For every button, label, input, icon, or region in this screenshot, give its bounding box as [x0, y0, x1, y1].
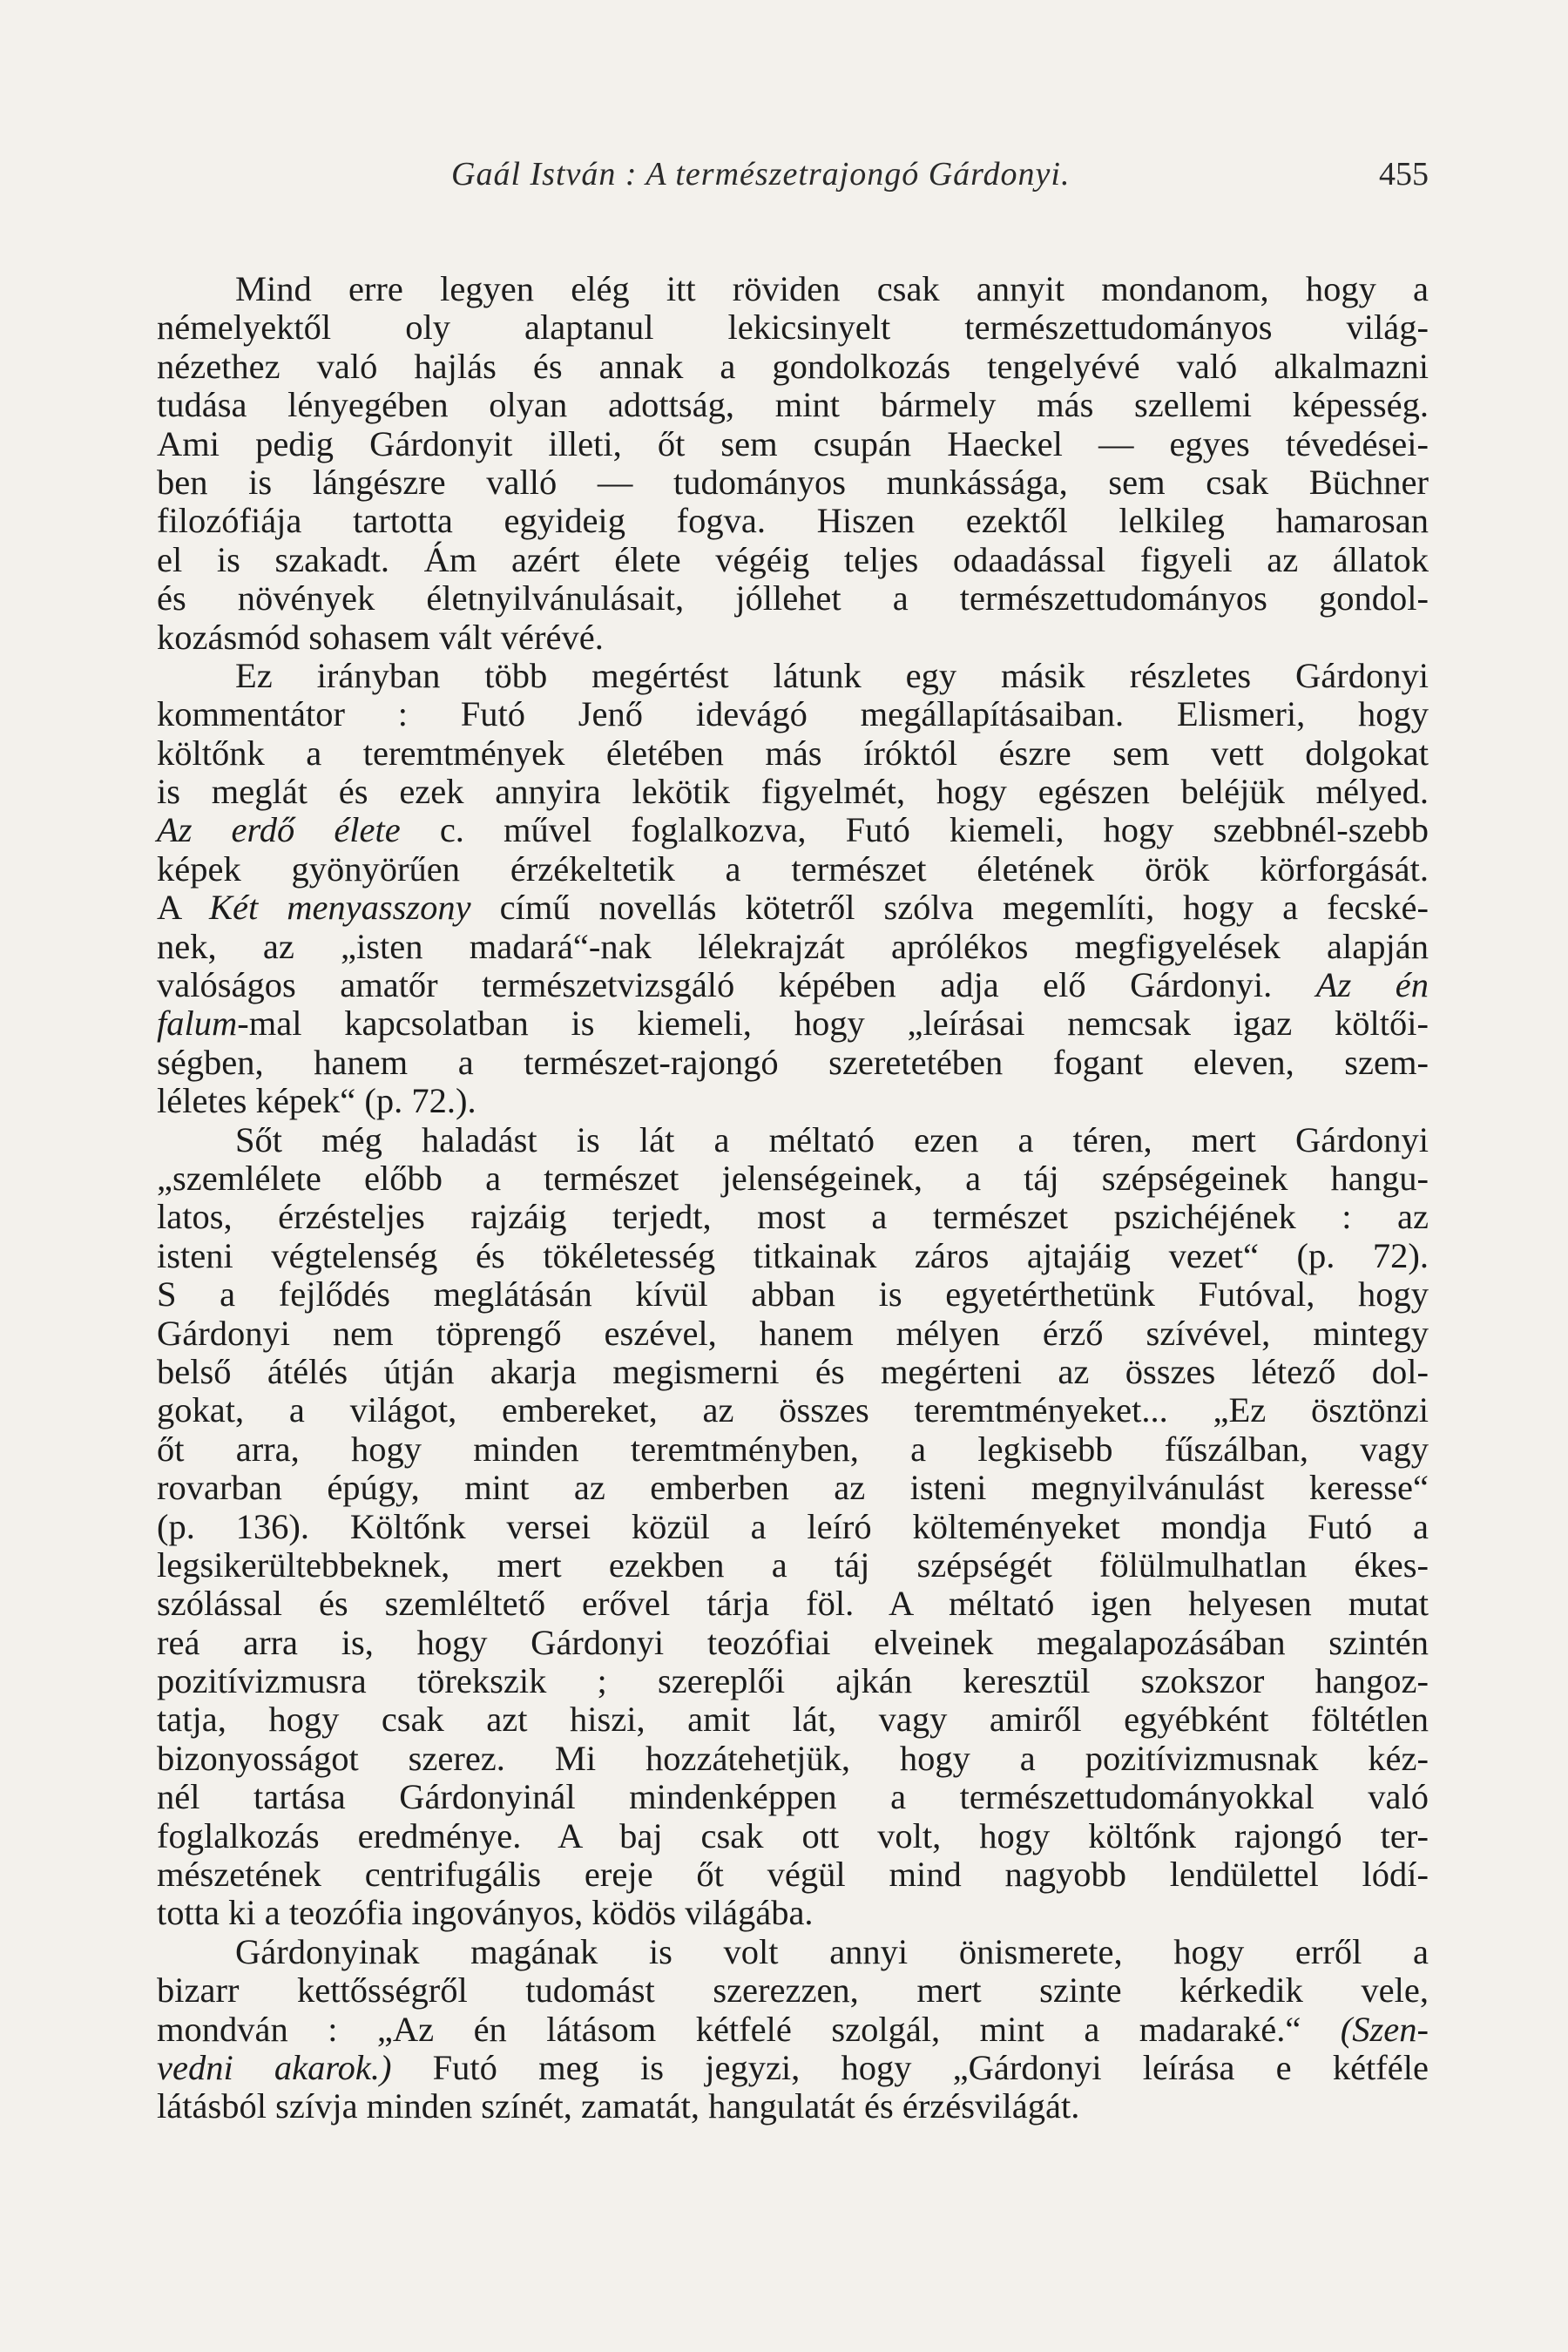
text-line: is meglát és ezek annyira lekötik figyelmét, hogy egészen beléjük mélyed.	[157, 772, 1429, 812]
text-line: nél tartása Gárdonyinál mindenképpen a természettudományokkal való	[157, 1777, 1429, 1817]
text-line: nézethez való hajlás és annak a gondolkozás tengelyévé való alkalmazni	[157, 346, 1429, 386]
text-line: el is szakadt. Ám azért élete végéig teljes odaadással figyeli az állatok	[157, 539, 1429, 579]
text-line: Mind erre legyen elég itt röviden csak annyit mondanom, hogy a	[235, 269, 1429, 308]
paragraph	[157, 270, 1429, 657]
text-line: legsikerültebbeknek, mert ezekben a táj szépségét fölülmulhatlan ékes-	[157, 1544, 1429, 1585]
text-line: „szemlélete előbb a természet jelenségeinek, a táj szépségeinek hangu-	[157, 1158, 1429, 1198]
text-line: gokat, a világot, embereket, az összes teremtményeket... „Ez ösztönzi	[157, 1390, 1429, 1430]
text-line: (p. 136). Költőnk versei közül a leíró költeményeket mondja Futó a	[157, 1506, 1429, 1546]
text-line: Gárdonyinak magának is volt annyi önismerete, hogy erről a	[235, 1931, 1429, 1971]
text-line: és növények életnyilvánulásait, jóllehet a természettudományos gondol-	[157, 578, 1429, 618]
text-line: latos, érzésteljes rajzáig terjedt, most a természet pszichéjének : az	[157, 1197, 1429, 1237]
paragraph	[157, 1933, 1429, 2126]
text-line: bizonyosságot szerez. Mi hozzátehetjük, hogy a pozitívizmusnak kéz-	[157, 1738, 1429, 1778]
text-line: kommentátor : Futó Jenő idevágó megállapításaiban. Elismeri, hogy	[157, 694, 1429, 734]
text-line: Ami pedig Gárdonyit illeti, őt sem csupán Haeckel — egyes tévedései-	[157, 423, 1429, 463]
text-line: Az erdő élete c. művel foglalkozva, Futó kiemeli, hogy szebbnél-szebb	[157, 810, 1429, 850]
text-line: pozitívizmusra törekszik ; szereplői ajkán keresztül szokszor hangoz-	[157, 1661, 1429, 1701]
text-line: szólással és szemléltető erővel tárja föl. A méltató igen helyesen mutat	[157, 1584, 1429, 1624]
text-line: reá arra is, hogy Gárdonyi teozófiai elveinek megalapozásában szintén	[157, 1622, 1429, 1662]
text-line: belső átélés útján akarja megismerni és megérteni az összes létező dol-	[157, 1351, 1429, 1391]
text-line: S a fejlődés meglátásán kívül abban is egyetérthetünk Futóval, hogy	[157, 1274, 1429, 1315]
text-line: bizarr kettősségről tudomást szerezzen, mert szinte kérkedik vele,	[157, 1970, 1429, 2011]
text-line: valóságos amatőr természetvizsgáló képében adja elő Gárdonyi. Az én	[157, 965, 1429, 1005]
text-line: A Két menyasszony című novellás kötetről szólva megemlíti, hogy a fecské-	[157, 888, 1429, 928]
text-line: tudása lényegében olyan adottság, mint bármely más szellemi képesség.	[157, 385, 1429, 425]
running-title: Gaál István : A természetrajongó Gárdonyi.	[451, 156, 1071, 193]
text-line: filozófiája tartotta egyideig fogva. Hiszen ezektől lelkileg hamarosan	[157, 501, 1429, 541]
running-head	[164, 155, 1429, 199]
text-line: isteni végtelenség és tökéletesség titkainak záros ajtajáig vezet“ (p. 72).	[157, 1235, 1429, 1275]
text-line: képek gyönyörűen érzékeltetik a természet életének örök körforgását.	[157, 848, 1429, 889]
page-number: 455	[1379, 156, 1429, 193]
text-line: költőnk a teremtmények életében más íróktól észre sem vett dolgokat	[157, 733, 1429, 773]
text-line: tatja, hogy csak azt hiszi, amit lát, vagy amiről egyébként föltétlen	[157, 1700, 1429, 1740]
text-line: foglalkozás eredménye. A baj csak ott volt, hogy költőnk rajongó ter-	[157, 1815, 1429, 1855]
text-line: kozásmód sohasem vált vérévé.	[157, 617, 604, 657]
text-line: ségben, hanem a természet-rajongó szeretetében fogant eleven, szem-	[157, 1042, 1429, 1082]
text-line: Sőt még haladást is lát a méltató ezen a téren, mert Gárdonyi	[235, 1119, 1429, 1159]
text-line: totta ki a teozófia ingoványos, ködös világába.	[157, 1893, 814, 1933]
text-line: mondván : „Az én látásom kétfelé szolgál, mint a madaraké.“ (Szen-	[157, 2009, 1429, 2049]
body-text	[157, 270, 1429, 2126]
text-line: ben is lángészre valló — tudományos munkássága, sem csak Büchner	[157, 462, 1429, 502]
paragraph	[157, 657, 1429, 1121]
text-line: látásból szívja minden színét, zamatát, hangulatát és érzésvilágát.	[157, 2086, 1080, 2126]
text-line: nek, az „isten madará“-nak lélekrajzát aprólékos megfigyelések alapján	[157, 926, 1429, 966]
text-line: vedni akarok.) Futó meg is jegyzi, hogy „Gárdonyi leírása e kétféle	[157, 2047, 1429, 2087]
text-line: léletes képek“ (p. 72.).	[157, 1081, 476, 1121]
text-line: rovarban épúgy, mint az emberben az isteni megnyilvánulást keresse“	[157, 1468, 1429, 1508]
text-line: Gárdonyi nem töprengő eszével, hanem mélyen érző szívével, mintegy	[157, 1313, 1429, 1353]
text-line: őt arra, hogy minden teremtményben, a legkisebb fűszálban, vagy	[157, 1429, 1429, 1469]
text-line: falum-mal kapcsolatban is kiemeli, hogy „leírásai nemcsak igaz költői-	[157, 1004, 1429, 1044]
text-line: Ez irányban több megértést látunk egy másik részletes Gárdonyi	[235, 655, 1429, 695]
text-line: némelyektől oly alaptanul lekicsinyelt természettudományos világ-	[157, 308, 1429, 348]
paragraph	[157, 1121, 1429, 1933]
text-line: mészetének centrifugális ereje őt végül mind nagyobb lendülettel lódí-	[157, 1855, 1429, 1895]
